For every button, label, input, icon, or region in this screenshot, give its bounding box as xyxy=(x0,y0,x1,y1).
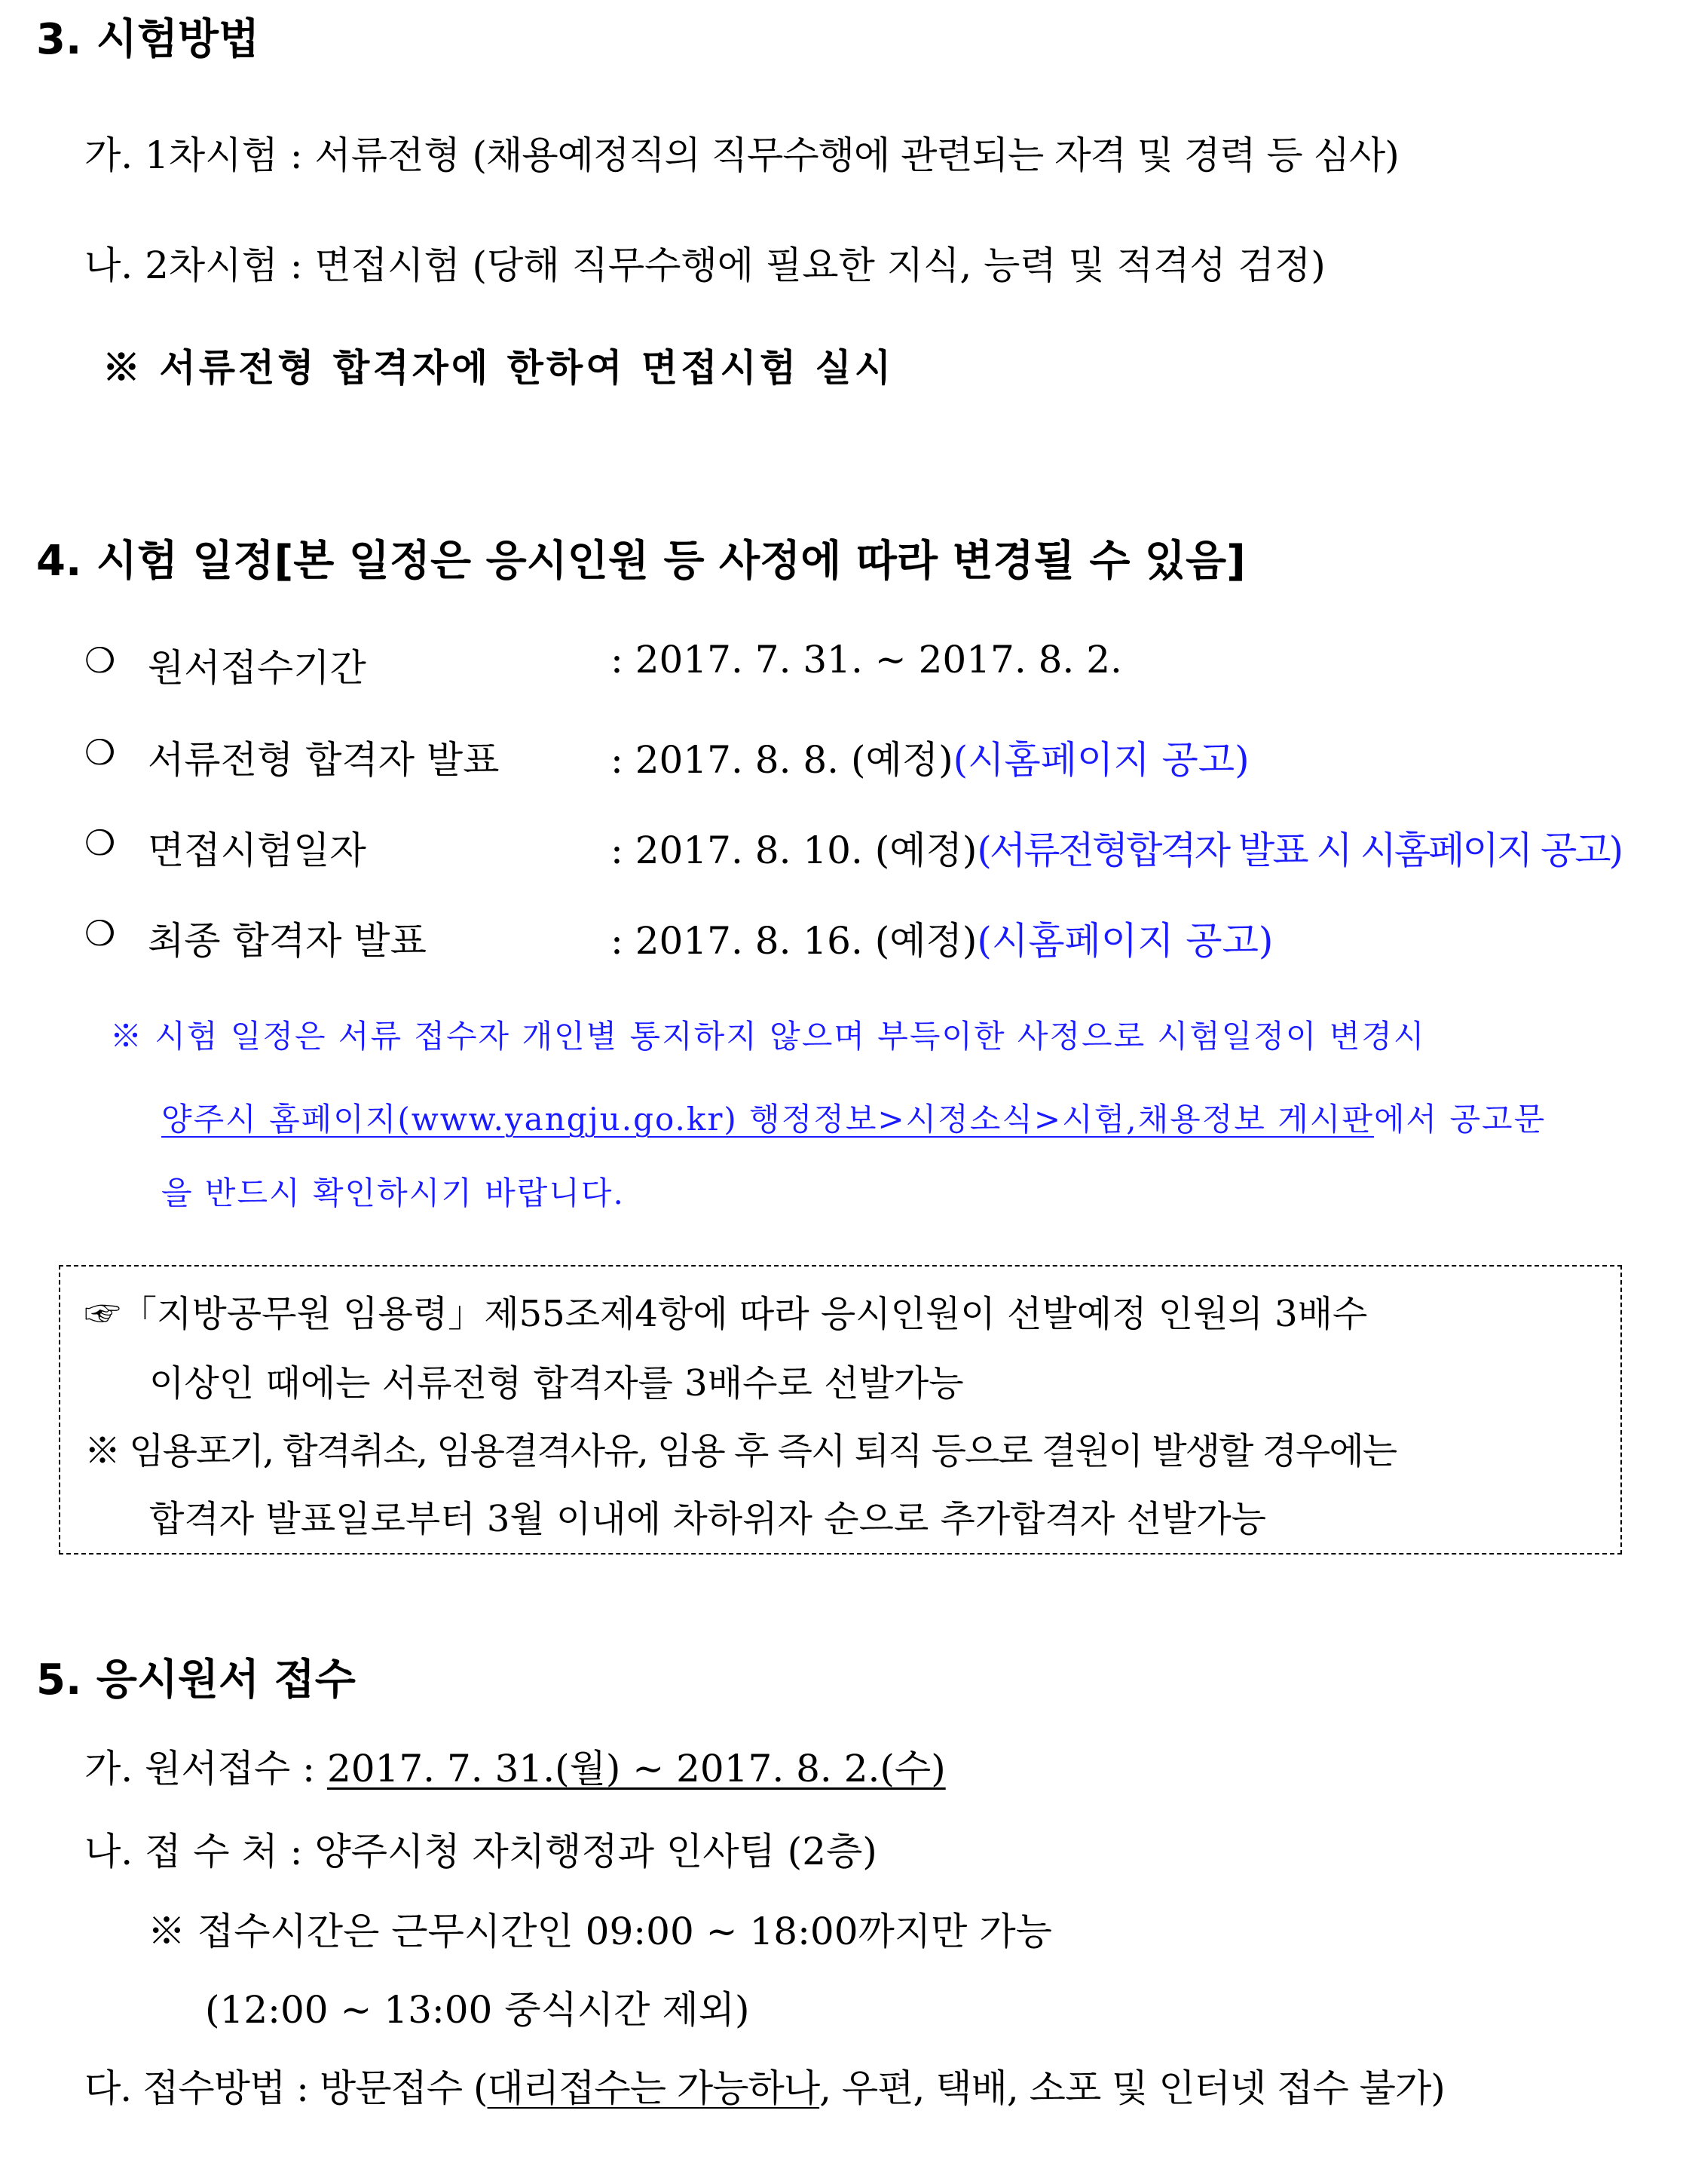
note-box-line-1: ☞「지방공무원 임용령」제55조제4항에 따라 응시인원이 선발예정 인원의 3배수 xyxy=(84,1293,1368,1335)
exam-method-item-2 xyxy=(84,235,1326,289)
bullet-icon: ❍ xyxy=(84,913,116,954)
application-period xyxy=(84,1738,946,1793)
note-box-line-3: ※ 임용포기, 합격취소, 임용결격사유, 임용 후 즉시 퇴직 등으로 결원이 발생할 경우에는 xyxy=(84,1430,1397,1472)
bullet-icon: ❍ xyxy=(84,640,116,681)
schedule-row-4-value xyxy=(610,911,1273,965)
schedule-row-2-label: 서류전형 합격자 발표 xyxy=(148,738,500,782)
schedule-notice-line-3: 을 반드시 확인하시기 바랍니다. xyxy=(161,1175,625,1211)
schedule-notice-line-1: ※ 시험 일정은 서류 접수자 개인별 통지하지 않으며 부득이한 사정으로 시험일정이 변경시 xyxy=(110,1018,1426,1055)
exam-method-item-1-label: 가. 1차시험 : 서류전형 xyxy=(84,133,461,177)
notice-line-2-rest: 에서 공고문 xyxy=(1373,1101,1547,1138)
schedule-row-2 xyxy=(84,730,115,773)
schedule-row-4-date: : 2017. 8. 16. (예정) xyxy=(610,919,978,963)
section-4-title: 4. 시험 일정[본 일정은 응시인원 등 사정에 따라 변경될 수 있음] xyxy=(36,537,1246,586)
schedule-notice-line-2 xyxy=(161,1095,1546,1140)
application-time-note: ※ 접수시간은 근무시간인 09:00 ~ 18:00까지만 가능 xyxy=(148,1910,1052,1953)
bullet-icon: ❍ xyxy=(84,822,116,863)
schedule-row-1 xyxy=(84,638,115,682)
note-box-line-4: 합격자 발표일로부터 3월 이내에 차하위자 순으로 추가합격자 선발가능 xyxy=(149,1498,1267,1540)
application-period-value: 2017. 7. 31.(월) ~ 2017. 8. 2.(수) xyxy=(326,1747,946,1790)
schedule-row-2-value xyxy=(610,730,1250,784)
section-5-title: 5. 응시원서 접수 xyxy=(36,1656,356,1705)
schedule-row-2-date: : 2017. 8. 8. (예정) xyxy=(610,738,953,782)
schedule-row-1-label: 원서접수기간 xyxy=(148,646,366,690)
bullet-icon: ❍ xyxy=(84,732,116,773)
application-method-rest: , 우편, 택배, 소포 및 인터넷 접수 불가) xyxy=(819,2066,1445,2110)
schedule-row-3-extra: (서류전형합격자 발표 시 시홈페이지 공고) xyxy=(977,829,1622,872)
schedule-row-4-extra: (시홈페이지 공고) xyxy=(977,919,1274,963)
schedule-row-3 xyxy=(84,820,115,864)
notice-board-link[interactable]: 양주시 홈페이지(www.yangju.go.kr) 행정정보>시정소식>시험,채용정보 게시판 xyxy=(161,1101,1374,1138)
exam-method-item-1-detail: (채용예정직의 직무수행에 관련되는 자격 및 경력 등 심사) xyxy=(472,133,1399,177)
exam-method-item-1 xyxy=(84,125,1399,179)
note-box-line-2: 이상인 때에는 서류전형 합격자를 3배수로 선발가능 xyxy=(149,1362,964,1404)
schedule-row-2-extra: (시홈페이지 공고) xyxy=(953,738,1250,782)
schedule-row-4 xyxy=(84,911,115,954)
schedule-row-3-label: 면접시험일자 xyxy=(148,829,366,872)
exam-method-item-2-detail: (당해 직무수행에 필요한 지식, 능력 및 적격성 검정) xyxy=(472,244,1326,287)
application-method-proxy: 대리접수는 가능하나 xyxy=(487,2066,820,2110)
application-method xyxy=(84,2058,1445,2112)
application-method-label: 다. 접수방법 : 방문접수 ( xyxy=(84,2066,488,2110)
schedule-row-1-date: : 2017. 7. 31. ~ 2017. 8. 2. xyxy=(610,638,1122,682)
application-location: 나. 접 수 처 : 양주시청 자치행정과 인사팀 (2층) xyxy=(84,1830,877,1873)
exam-method-item-2-label: 나. 2차시험 : 면접시험 xyxy=(84,244,461,287)
section-3-title: 3. 시험방법 xyxy=(36,15,260,64)
schedule-row-4-label: 최종 합격자 발표 xyxy=(148,919,427,963)
schedule-row-1-value xyxy=(610,638,1122,682)
application-lunch-note: (12:00 ~ 13:00 중식시간 제외) xyxy=(205,1988,750,2032)
exam-method-note: ※ 서류전형 합격자에 한하여 면접시험 실시 xyxy=(103,345,895,390)
application-period-label: 가. 원서접수 : xyxy=(84,1747,316,1790)
schedule-row-3-date: : 2017. 8. 10. (예정) xyxy=(610,829,978,872)
schedule-row-3-value xyxy=(610,820,1621,875)
